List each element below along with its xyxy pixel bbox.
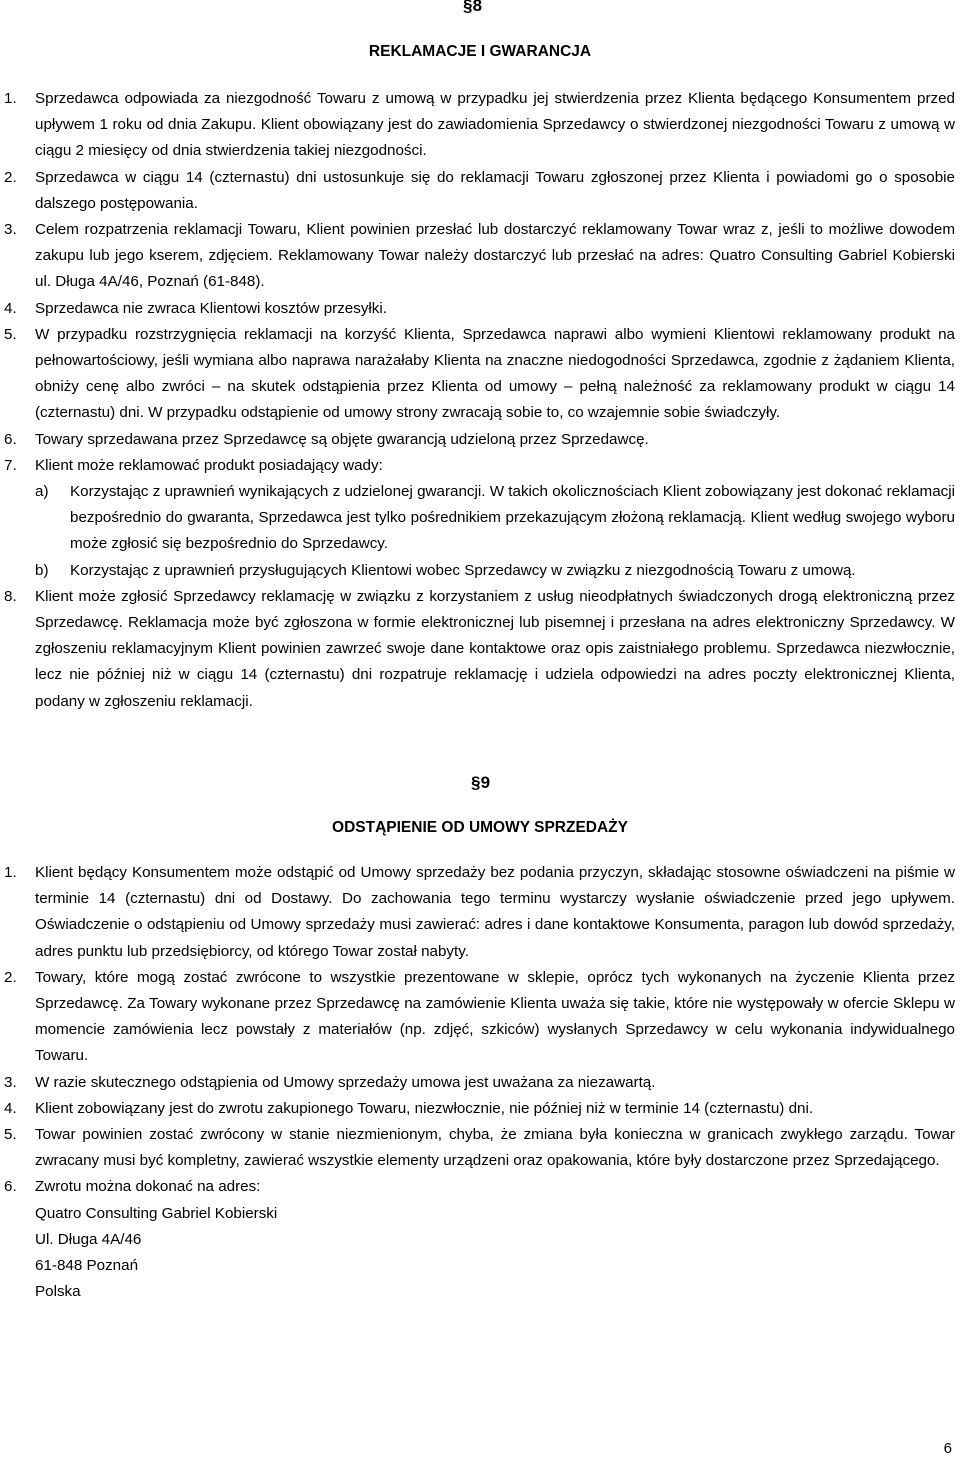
item-number: 3.	[4, 221, 17, 239]
section-9-list	[0, 860, 960, 1305]
item-text: Sprzedawca odpowiada za niezgodność Towaru z umową w przypadku jej stwierdzenia przez Klienta będącego Konsumentem przed upływem 1 roku od dnia Zakupu. Klient obowiązany jest do zawiadomienia Sprzedawcy o stwierdzonej niezgodności Towaru z umową w ciągu 2 miesięcy od dnia stwierdzenia takiej niezgodności.	[35, 90, 955, 160]
item-text: Sprzedawca nie zwraca Klientowi kosztów przesyłki.	[35, 299, 387, 317]
item-number: 6.	[4, 430, 17, 448]
section-9-mark: §9	[471, 773, 491, 792]
item-text: Towary sprzedawana przez Sprzedawcę są objęte gwarancją udzieloną przez Sprzedawcę.	[35, 430, 649, 448]
item-number: 5.	[4, 325, 17, 343]
item-number: 8.	[4, 587, 17, 605]
item-text: Towary, które mogą zostać zwrócone to wszystkie prezentowane w sklepie, oprócz tych wykonanych na życzenie Klienta przez Sprzedawcę. Za Towary wykonane przez Sprzedawcę na zamówienie Klienta uważa się takie, które nie występowały w ofercie Sklepu w momencie zamówienia lecz powstały z materiałów (np. zdjęć, szkiców) wysłanych Sprzedawcy w celu wykonania indywidualnego Towaru.	[35, 968, 955, 1065]
address-line: Ul. Długa 4A/46	[35, 1230, 142, 1248]
list-subitem	[0, 558, 960, 584]
item-number: b)	[35, 561, 49, 579]
item-number: 3.	[4, 1073, 17, 1091]
address-line: Polska	[35, 1283, 81, 1301]
section-8-title: REKLAMACJE I GWARANCJA	[368, 43, 592, 60]
item-number: 4.	[4, 299, 17, 317]
item-text: W przypadku rozstrzygnięcia reklamacji na korzyść Klienta, Sprzedawca naprawi albo wymieni Klientowi reklamowany produkt na pełnowartościowy, jeśli wymiana albo naprawa narażałaby Klienta na znaczne niedogodności Sprzedawca, zgodnie z żądaniem Klienta, obniży cenę albo zwróci – na skutek odstąpienia przez Klienta od umowy – pełną należność za reklamowany produkt w ciągu 14 (czternastu) dni. W przypadku odstąpienie od umowy strony zwracają sobie to, co wzajemnie sobie świadczyły.	[35, 325, 955, 422]
page-number: 6	[943, 1440, 952, 1457]
list-item	[0, 1096, 960, 1122]
item-text: Celem rozpatrzenia reklamacji Towaru, Klient powinien przesłać lub dostarczyć reklamowany Towar wraz z, jeśli to możliwe dowodem zakupu lub jego kserem, zdjęciem. Reklamowany Towar należy dostarczyć lub przesłać na adres: Quatro Consulting Gabriel Kobierski ul. Długa 4A/46, Poznań (61-848).	[35, 221, 955, 291]
list-item	[0, 322, 960, 427]
item-number: 5.	[4, 1126, 17, 1144]
item-number: 1.	[4, 864, 17, 881]
item-text: W razie skutecznego odstąpienia od Umowy sprzedaży umowa jest uważana za niezawartą.	[35, 1073, 656, 1091]
item-number: 1.	[4, 90, 17, 107]
list-item	[0, 1122, 960, 1174]
item-text: Sprzedawca w ciągu 14 (czternastu) dni ustosunkuje się do reklamacji Towaru zgłoszonej przez Klienta i powiadomi go o sposobie dalszego postępowania.	[35, 168, 955, 212]
list-item	[0, 1070, 960, 1096]
list-subitem	[0, 479, 960, 558]
item-text: Klient zobowiązany jest do zwrotu zakupionego Towaru, niezwłocznie, nie później niż w terminie 14 (czternastu) dni.	[35, 1099, 814, 1117]
list-item	[0, 860, 960, 965]
list-item	[0, 427, 960, 453]
item-number: 2.	[4, 968, 17, 986]
item-text: Towar powinien zostać zwrócony w stanie niezmienionym, chyba, że zmiana była konieczna w granicach zwykłego zarządu. Towar zwracany musi być kompletny, zawierać wszystkie elementy urządzeni oraz opakowania, które były dostarczone przez Sprzedającego.	[35, 1126, 955, 1170]
item-text: Klient będący Konsumentem może odstąpić od Umowy sprzedaży bez podania przyczyn, składając stosowne oświadczeni na piśmie w terminie 14 (czternastu) dni od Dostawy. Do zachowania tego terminu wystarczy wysłanie oświadczenie przed jego upływem. Oświadczenie o odstąpieniu od Umowy sprzedaży musi zawierać: adres i dane kontaktowe Konsumenta, paragon lub dowód sprzedaży, adres punktu lub przedsiębiorcy, od którego Towar został nabyty.	[35, 864, 955, 960]
item-number: 2.	[4, 168, 17, 186]
list-item	[0, 584, 960, 715]
section-8-mark: §8	[463, 0, 483, 15]
address-line: 61-848 Poznań	[35, 1257, 139, 1275]
item-number: 4.	[4, 1099, 17, 1117]
list-item	[0, 965, 960, 1070]
item-text: Korzystając z uprawnień wynikających z udzielonej gwarancji. W takich okolicznościach Klient zobowiązany jest dokonać reklamacji bezpośrednio do gwaranta, Sprzedawca jest tylko pośrednikiem przekazującym złożoną reklamacją. Klient według swojego wyboru może zgłosić się bezpośrednio do Sprzedawcy.	[70, 483, 955, 553]
item-number: a)	[35, 483, 49, 501]
list-item	[0, 217, 960, 296]
list-item	[0, 86, 960, 165]
list-item	[0, 1174, 960, 1200]
item-text: Korzystając z uprawnień przysługujących Klientowi wobec Sprzedawcy w związku z niezgodnością Towaru z umową.	[70, 561, 856, 579]
address-line: Quatro Consulting Gabriel Kobierski	[35, 1204, 278, 1222]
section-9-title: ODSTĄPIENIE OD UMOWY SPRZEDAŻY	[332, 819, 628, 836]
section-8-list	[0, 86, 960, 715]
item-number: 7.	[4, 456, 17, 474]
list-item	[0, 165, 960, 217]
item-text: Klient może reklamować produkt posiadający wady:	[35, 456, 383, 474]
list-item	[0, 296, 960, 322]
item-text: Zwrotu można dokonać na adres:	[35, 1178, 261, 1196]
item-number: 6.	[4, 1178, 17, 1196]
item-text: Klient może zgłosić Sprzedawcy reklamację w związku z korzystaniem z usług nieodpłatnych świadczonych drogą elektroniczną przez Sprzedawcę. Reklamacja może być zgłoszona w formie elektronicznej lub pisemnej i przesłana na adres elektroniczny Sprzedawcy. W zgłoszeniu reklamacyjnym Klient powinien zawrzeć swoje dane kontaktowe oraz opis zaistniałego problemu. Sprzedawca niezwłocznie, lecz nie później niż w ciągu 14 (czternastu) dni rozpatruje reklamację i udziela odpowiedzi na adres poczty elektronicznej Klienta, podany w zgłoszeniu reklamacji.	[35, 587, 955, 710]
list-item	[0, 453, 960, 479]
